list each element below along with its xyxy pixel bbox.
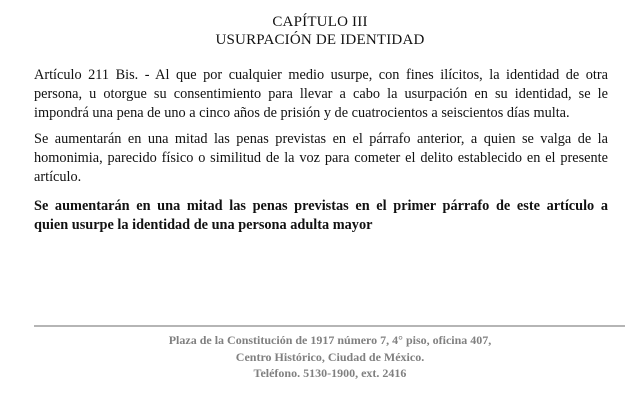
footer-divider: [34, 325, 625, 327]
paragraph-line: persona, u otorgue su consentimiento para llevar a cabo la usurpación en su identidad, se le: [34, 86, 608, 102]
paragraph-line: artículo.: [34, 169, 82, 185]
footer-phone: Teléfono. 5130-1900, ext. 2416: [253, 366, 407, 380]
paragraph-line: impondrá una pena de uno a cinco años de prisión y de cuatrocientos a seiscientos días multa.: [34, 105, 570, 121]
aggravation-paragraph: [34, 130, 608, 187]
paragraph-line: Se aumentarán en una mitad las penas previstas en el primer párrafo de este artículo a: [34, 198, 608, 214]
chapter-heading: CAPÍTULO III: [272, 14, 368, 30]
paragraph-line: Artículo 211 Bis. - Al que por cualquier medio usurpe, con fines ilícitos, la identidad de otra: [34, 67, 608, 83]
paragraph-line: homonimia, parecido físico o similitud de la voz para cometer el delito establecido en el presente: [34, 150, 608, 166]
footer-address-line: Plaza de la Constitución de 1917 número 7, 4° piso, oficina 407,: [168, 333, 492, 347]
elderly-aggravation-paragraph: [34, 197, 608, 235]
chapter-title: USURPACIÓN DE IDENTIDAD: [215, 32, 425, 48]
paragraph-line: quien usurpe la identidad de una persona adulta mayor: [34, 217, 373, 233]
paragraph-line: Se aumentarán en una mitad las penas previstas en el párrafo anterior, a quien se valga de la: [34, 131, 608, 147]
article-paragraph: [34, 66, 608, 123]
footer-address-line: Centro Histórico, Ciudad de México.: [235, 350, 425, 364]
